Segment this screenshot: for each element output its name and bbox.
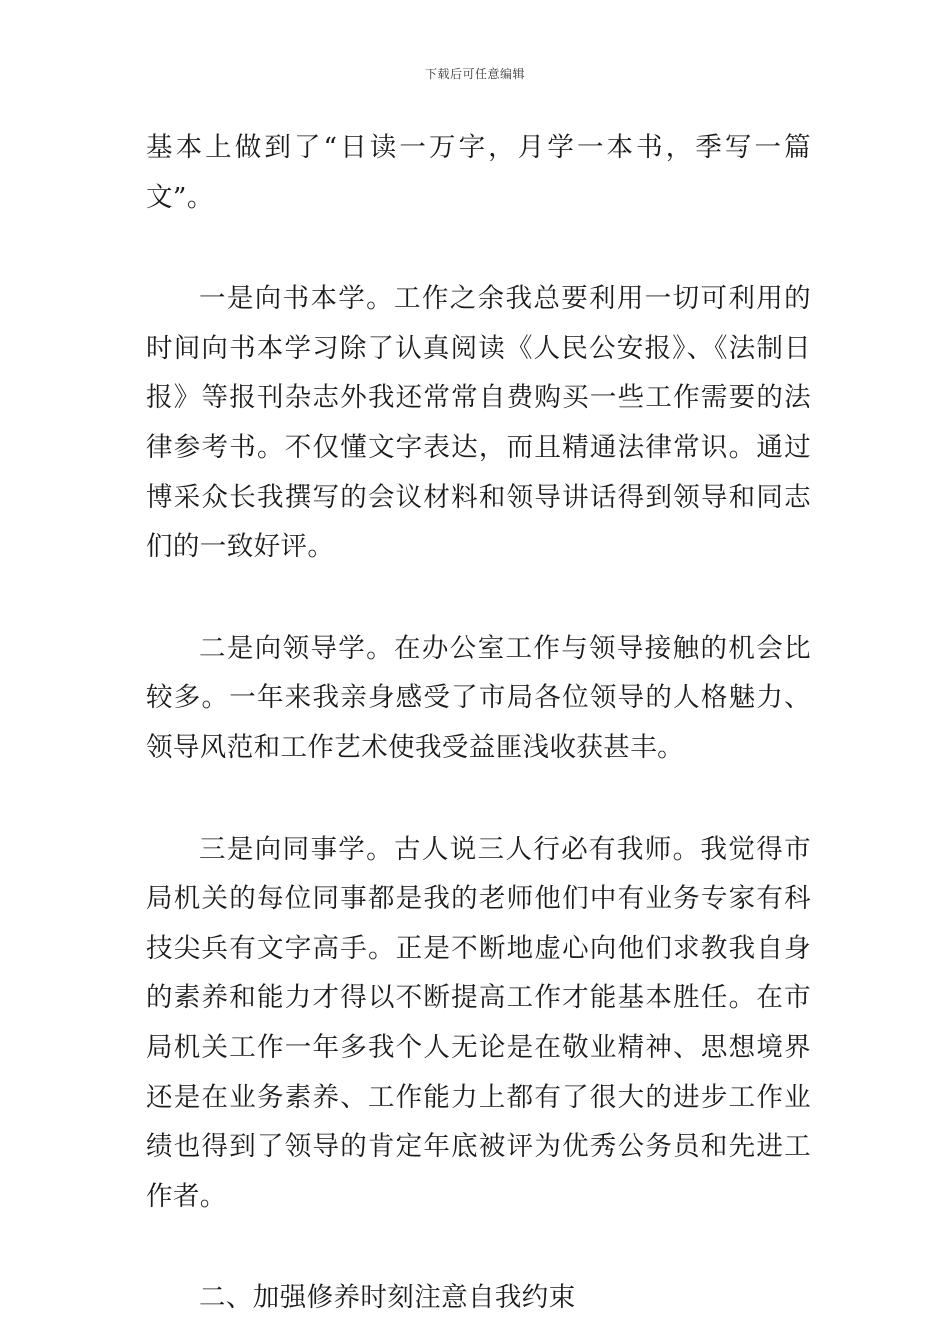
paragraph-continuation: 基本上做到了“日读一万字，月学一本书，季写一篇文”。 — [146, 132, 811, 213]
paragraph-learn-from-leaders: 二是向领导学。在办公室工作与领导接触的机会比较多。一年来我亲身感受了市局各位领导的人格魅力、领导风范和工作艺术使我受益匪浅收获甚丰。 — [146, 632, 811, 763]
paragraph-learn-from-books: 一是向书本学。工作之余我总要利用一切可利用的时间向书本学习除了认真阅读《人民公安报》、《法制日报》等报刊杂志外我还常常自费购买一些工作需要的法律参考书。不仅懂文字表达，而且精通法律常识。通过博采众长我撰写的会议材料和领导讲话得到领导和同志们的一致好评。 — [146, 283, 811, 563]
page-header: 下载后可任意编辑 — [424, 67, 525, 81]
document-body — [146, 123, 811, 1323]
paragraph-learn-from-colleagues: 三是向同事学。古人说三人行必有我师。我觉得市局机关的每位同事都是我的老师他们中有业务专家有科技尖兵有文字高手。正是不断地虚心向他们求教我自身的素养和能力才得以不断提高工作才能基本胜任。在市局机关工作一年多我个人无论是在敬业精神、思想境界还是在业务素养、工作能力上都有了很大的进步工作业绩也得到了领导的肯定年底被评为优秀公务员和先进工作者。 — [146, 833, 811, 1212]
section-heading: 二、加强修养时刻注意自我约束 — [199, 1282, 576, 1314]
